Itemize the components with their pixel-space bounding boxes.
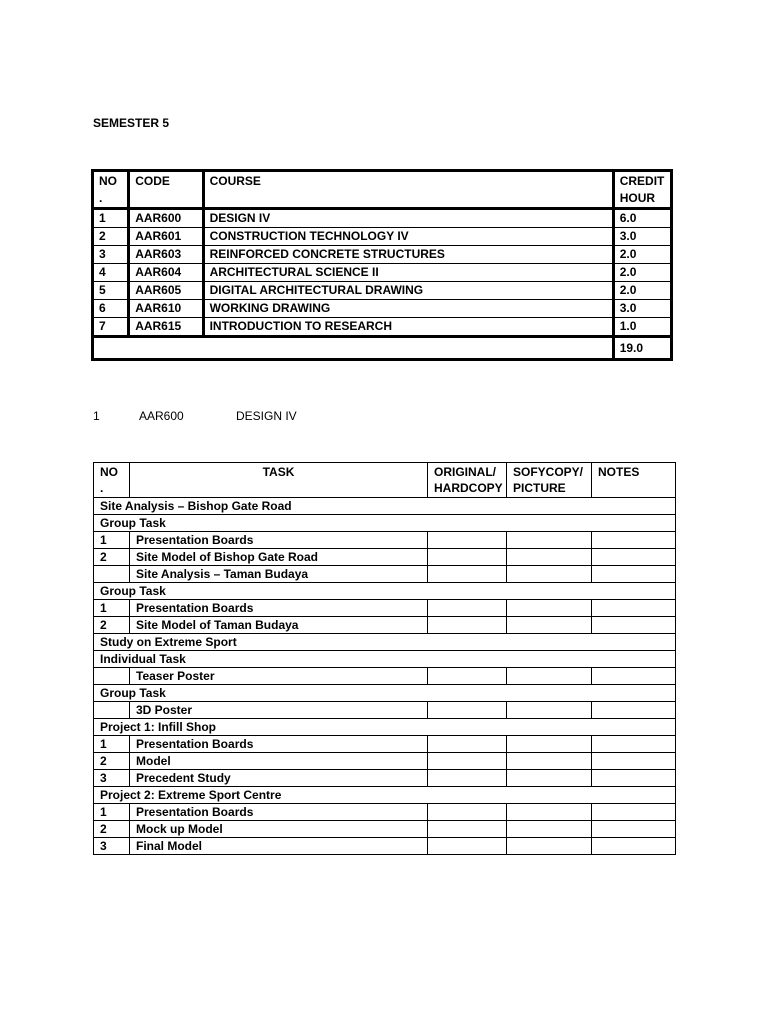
cell-original-hardcopy <box>428 804 507 821</box>
task-section-row <box>94 787 676 804</box>
cell-task: Site Model of Taman Budaya <box>130 617 428 634</box>
cell-course: DIGITAL ARCHITECTURAL DRAWING <box>203 282 613 300</box>
course-row <box>93 228 672 246</box>
course-row <box>93 246 672 264</box>
cell-original-hardcopy <box>428 770 507 787</box>
task-section-row <box>94 634 676 651</box>
course-row <box>93 282 672 300</box>
cell-notes <box>592 821 676 838</box>
task-item-row <box>94 736 676 753</box>
subheading-no: 1 <box>93 409 100 423</box>
cell-task: Model <box>130 753 428 770</box>
header-credit-hour: CREDIT HOUR <box>613 171 671 209</box>
cell-code: AAR601 <box>129 228 203 246</box>
course-table <box>91 169 673 361</box>
cell-course: CONSTRUCTION TECHNOLOGY IV <box>203 228 613 246</box>
cell-no: 3 <box>93 246 129 264</box>
course-row <box>93 318 672 337</box>
cell-code: AAR605 <box>129 282 203 300</box>
cell-softcopy-picture <box>507 668 592 685</box>
cell-original-hardcopy <box>428 600 507 617</box>
task-table-header <box>94 463 676 498</box>
cell-no <box>94 702 130 719</box>
cell-code: AAR610 <box>129 300 203 318</box>
cell-softcopy-picture <box>507 821 592 838</box>
cell-no: 1 <box>94 600 130 617</box>
section-label: Group Task <box>94 583 676 600</box>
cell-course: DESIGN IV <box>203 209 613 228</box>
cell-no: 1 <box>94 804 130 821</box>
cell-softcopy-picture <box>507 804 592 821</box>
course-row <box>93 209 672 228</box>
header-no: NO . <box>94 463 130 498</box>
cell-notes <box>592 702 676 719</box>
cell-task: Presentation Boards <box>130 804 428 821</box>
cell-softcopy-picture <box>507 566 592 583</box>
task-section-row <box>94 515 676 532</box>
section-label: Site Analysis – Bishop Gate Road <box>94 498 676 515</box>
task-item-row <box>94 821 676 838</box>
section-label: Project 2: Extreme Sport Centre <box>94 787 676 804</box>
cell-original-hardcopy <box>428 668 507 685</box>
cell-notes <box>592 838 676 855</box>
cell-no: 2 <box>94 549 130 566</box>
course-total-row <box>93 337 672 360</box>
semester-heading: SEMESTER 5 <box>93 116 170 130</box>
cell-notes <box>592 804 676 821</box>
header-original-hardcopy: ORIGINAL/ HARDCOPY <box>428 463 507 498</box>
header-code: CODE <box>129 171 203 209</box>
subheading-title: DESIGN IV <box>236 409 297 423</box>
cell-original-hardcopy <box>428 821 507 838</box>
cell-no <box>94 668 130 685</box>
subheading-code: AAR600 <box>139 409 184 423</box>
cell-no: 1 <box>94 736 130 753</box>
cell-softcopy-picture <box>507 532 592 549</box>
task-item-row <box>94 532 676 549</box>
cell-original-hardcopy <box>428 549 507 566</box>
cell-softcopy-picture <box>507 600 592 617</box>
cell-notes <box>592 668 676 685</box>
cell-code: AAR615 <box>129 318 203 337</box>
cell-course: WORKING DRAWING <box>203 300 613 318</box>
cell-course: REINFORCED CONCRETE STRUCTURES <box>203 246 613 264</box>
cell-original-hardcopy <box>428 753 507 770</box>
task-item-row <box>94 770 676 787</box>
cell-softcopy-picture <box>507 770 592 787</box>
task-item-row <box>94 753 676 770</box>
cell-credit: 2.0 <box>613 282 671 300</box>
cell-no: 7 <box>93 318 129 337</box>
task-item-row <box>94 668 676 685</box>
cell-notes <box>592 617 676 634</box>
header-course: COURSE <box>203 171 613 209</box>
task-item-row <box>94 549 676 566</box>
cell-notes <box>592 753 676 770</box>
course-table-header <box>93 171 672 209</box>
task-section-row <box>94 498 676 515</box>
task-section-row <box>94 685 676 702</box>
cell-task: Presentation Boards <box>130 600 428 617</box>
cell-credit: 3.0 <box>613 228 671 246</box>
header-notes: NOTES <box>592 463 676 498</box>
cell-notes <box>592 549 676 566</box>
task-section-row <box>94 583 676 600</box>
cell-credit: 6.0 <box>613 209 671 228</box>
cell-credit: 2.0 <box>613 264 671 282</box>
cell-no: 2 <box>93 228 129 246</box>
section-label: Project 1: Infill Shop <box>94 719 676 736</box>
cell-softcopy-picture <box>507 753 592 770</box>
cell-task: Site Model of Bishop Gate Road <box>130 549 428 566</box>
cell-notes <box>592 566 676 583</box>
cell-no: 5 <box>93 282 129 300</box>
cell-task: Precedent Study <box>130 770 428 787</box>
section-label: Group Task <box>94 685 676 702</box>
header-no: NO . <box>93 171 129 209</box>
cell-task: Final Model <box>130 838 428 855</box>
cell-original-hardcopy <box>428 736 507 753</box>
cell-task: Presentation Boards <box>130 736 428 753</box>
cell-no: 2 <box>94 821 130 838</box>
section-label: Individual Task <box>94 651 676 668</box>
cell-softcopy-picture <box>507 617 592 634</box>
cell-code: AAR603 <box>129 246 203 264</box>
cell-original-hardcopy <box>428 702 507 719</box>
cell-original-hardcopy <box>428 566 507 583</box>
cell-task: Presentation Boards <box>130 532 428 549</box>
cell-no: 3 <box>94 770 130 787</box>
cell-notes <box>592 770 676 787</box>
course-row <box>93 300 672 318</box>
cell-notes <box>592 736 676 753</box>
cell-course: INTRODUCTION TO RESEARCH <box>203 318 613 337</box>
cell-no: 1 <box>93 209 129 228</box>
course-row <box>93 264 672 282</box>
task-item-row <box>94 702 676 719</box>
cell-no <box>94 566 130 583</box>
cell-original-hardcopy <box>428 838 507 855</box>
cell-no: 2 <box>94 617 130 634</box>
cell-notes <box>592 532 676 549</box>
cell-original-hardcopy <box>428 617 507 634</box>
cell-course: ARCHITECTURAL SCIENCE II <box>203 264 613 282</box>
task-item-row <box>94 566 676 583</box>
header-softcopy-picture: SOFYCOPY/ PICTURE <box>507 463 592 498</box>
section-label: Study on Extreme Sport <box>94 634 676 651</box>
section-label: Group Task <box>94 515 676 532</box>
cell-code: AAR600 <box>129 209 203 228</box>
task-table <box>93 462 676 855</box>
cell-no: 3 <box>94 838 130 855</box>
cell-no: 2 <box>94 753 130 770</box>
cell-credit: 1.0 <box>613 318 671 337</box>
total-credit: 19.0 <box>613 337 671 360</box>
cell-softcopy-picture <box>507 549 592 566</box>
cell-credit: 3.0 <box>613 300 671 318</box>
cell-notes <box>592 600 676 617</box>
header-task: TASK <box>130 463 428 498</box>
cell-no: 1 <box>94 532 130 549</box>
cell-original-hardcopy <box>428 532 507 549</box>
task-section-row <box>94 719 676 736</box>
task-section-row <box>94 651 676 668</box>
task-item-row <box>94 804 676 821</box>
cell-softcopy-picture <box>507 736 592 753</box>
cell-no: 4 <box>93 264 129 282</box>
cell-softcopy-picture <box>507 702 592 719</box>
cell-task: 3D Poster <box>130 702 428 719</box>
cell-no: 6 <box>93 300 129 318</box>
cell-code: AAR604 <box>129 264 203 282</box>
cell-task: Site Analysis – Taman Budaya <box>130 566 428 583</box>
task-item-row <box>94 600 676 617</box>
task-item-row <box>94 617 676 634</box>
cell-task: Mock up Model <box>130 821 428 838</box>
total-blank-cell <box>93 337 614 360</box>
cell-credit: 2.0 <box>613 246 671 264</box>
cell-softcopy-picture <box>507 838 592 855</box>
task-item-row <box>94 838 676 855</box>
cell-task: Teaser Poster <box>130 668 428 685</box>
